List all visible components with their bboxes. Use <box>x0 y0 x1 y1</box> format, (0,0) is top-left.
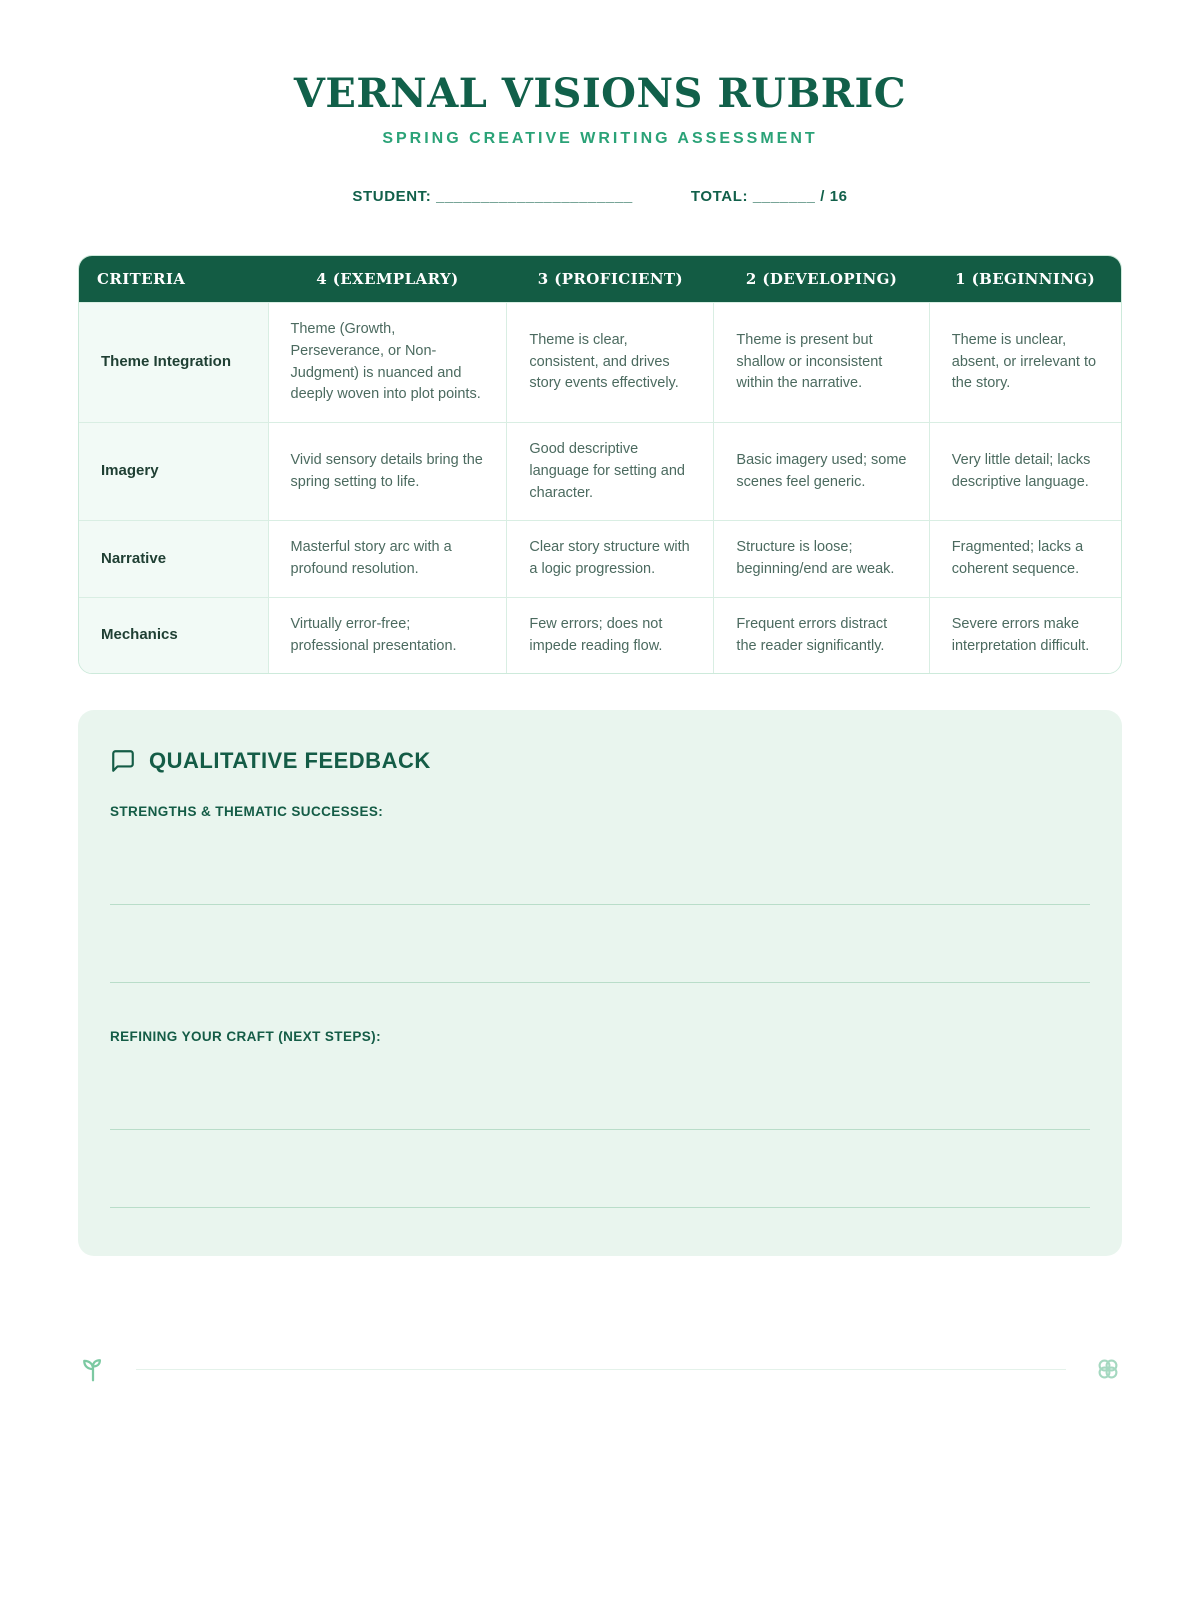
student-total-row <box>0 188 1200 205</box>
criterion-label: Mechanics <box>79 597 268 673</box>
column-header-developing: 2 (DEVELOPING) <box>714 256 929 303</box>
rubric-cell: Masterful story arc with a profound resolution. <box>268 521 507 598</box>
writing-line[interactable] <box>110 819 1090 905</box>
feedback-heading-row <box>110 748 1090 774</box>
page-subtitle: SPRING CREATIVE WRITING ASSESSMENT <box>382 130 818 147</box>
page-title: VERNAL VISIONS RUBRIC <box>293 70 907 117</box>
table-row-imagery <box>79 423 1121 521</box>
speech-bubble-icon <box>110 748 136 774</box>
column-header-beginning: 1 (BEGINNING) <box>929 256 1121 303</box>
criterion-label: Imagery <box>79 423 268 521</box>
table-row-theme-integration <box>79 303 1121 423</box>
total-score-field[interactable]: TOTAL: _______ / 16 <box>690 188 848 205</box>
student-name-field[interactable]: STUDENT: ______________________ <box>352 188 633 205</box>
rubric-cell: Theme is present but shallow or inconsistent within the narrative. <box>714 303 929 423</box>
writing-line[interactable] <box>110 1130 1090 1208</box>
rubric-cell: Basic imagery used; some scenes feel generic. <box>714 423 929 521</box>
table-row-mechanics <box>79 597 1121 673</box>
rubric-cell: Good descriptive language for setting and character. <box>507 423 714 521</box>
rubric-cell: Very little detail; lacks descriptive language. <box>929 423 1121 521</box>
strengths-label: STRENGTHS & THEMATIC SUCCESSES: <box>110 804 384 820</box>
footer <box>78 1354 1122 1384</box>
qualitative-feedback-panel <box>78 710 1122 1256</box>
column-header-exemplary: 4 (EXEMPLARY) <box>268 256 507 303</box>
rubric-cell: Severe errors make interpretation difficult. <box>929 597 1121 673</box>
rubric-cell: Fragmented; lacks a coherent sequence. <box>929 521 1121 598</box>
criterion-label: Narrative <box>79 521 268 598</box>
feedback-heading: QUALITATIVE FEEDBACK <box>149 748 431 774</box>
column-header-criteria: CRITERIA <box>79 256 268 303</box>
clover-icon <box>1094 1355 1122 1383</box>
rubric-cell: Clear story structure with a logic progression. <box>507 521 714 598</box>
footer-divider <box>136 1369 1066 1370</box>
rubric-cell: Vivid sensory details bring the spring setting to life. <box>268 423 507 521</box>
refining-label: REFINING YOUR CRAFT (NEXT STEPS): <box>110 1029 381 1045</box>
rubric-cell: Theme is unclear, absent, or irrelevant to the story. <box>929 303 1121 423</box>
rubric-cell: Theme is clear, consistent, and drives story events effectively. <box>507 303 714 423</box>
rubric-cell: Few errors; does not impede reading flow. <box>507 597 714 673</box>
writing-line[interactable] <box>110 1044 1090 1130</box>
criterion-label: Theme Integration <box>79 303 268 423</box>
rubric-cell: Structure is loose; beginning/end are weak. <box>714 521 929 598</box>
rubric-table <box>78 255 1122 674</box>
column-header-proficient: 3 (PROFICIENT) <box>507 256 714 303</box>
rubric-cell: Virtually error-free; professional presentation. <box>268 597 507 673</box>
rubric-cell: Theme (Growth, Perseverance, or Non-Judgment) is nuanced and deeply woven into plot points. <box>268 303 507 423</box>
table-row-narrative <box>79 521 1121 598</box>
table-header-row <box>79 256 1121 303</box>
rubric-cell: Frequent errors distract the reader significantly. <box>714 597 929 673</box>
writing-line[interactable] <box>110 905 1090 983</box>
sprout-icon <box>78 1354 108 1384</box>
